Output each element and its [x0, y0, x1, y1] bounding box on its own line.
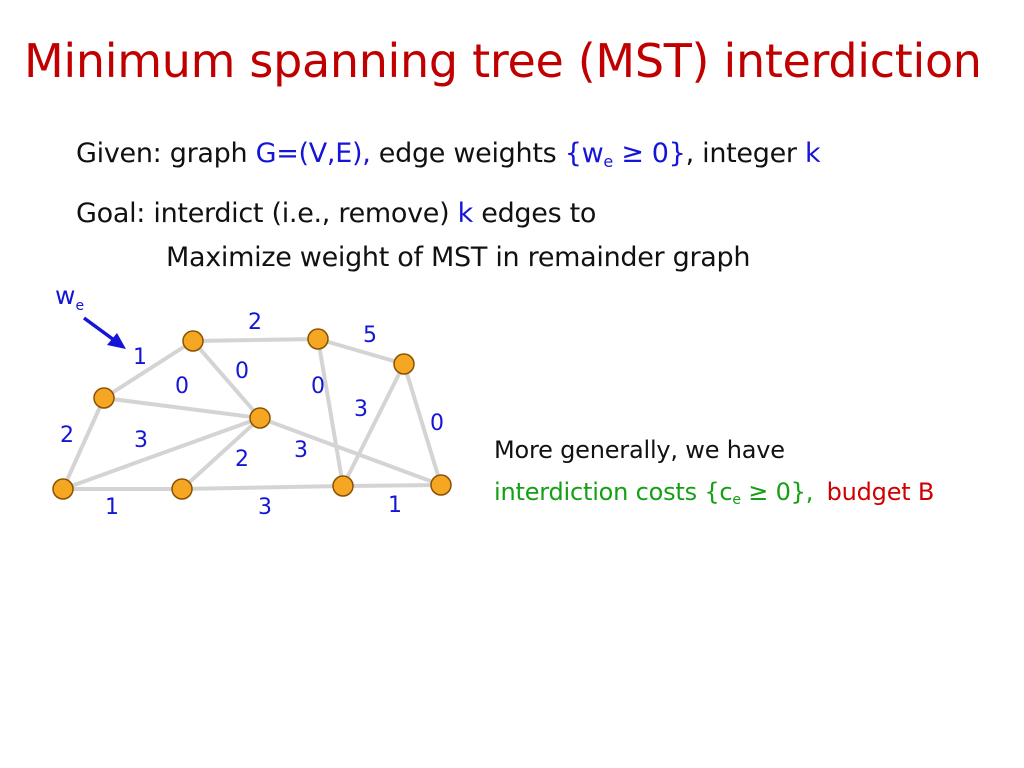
given-graph-notation: G=(V,E), [255, 138, 371, 169]
weight-callout [55, 281, 126, 349]
edge-weight-d-i: 0 [430, 411, 444, 436]
graph-edge-a-e [104, 398, 260, 418]
graph-edge-c-d [318, 339, 404, 364]
edge-weight-c-h: 0 [311, 374, 325, 399]
callout-label: $w_e$ [55, 281, 85, 314]
edge-weight-c-d: 5 [363, 323, 377, 348]
edge-weight-a-e: 0 [175, 374, 189, 399]
costs-close: ≥ 0}, [740, 478, 814, 506]
graph-node-b [183, 331, 203, 351]
graph-node-h [333, 476, 353, 496]
graph-node-e [250, 408, 270, 428]
general-costs-line [494, 478, 934, 508]
graph-node-d [394, 354, 414, 374]
edge-weight-d-h: 3 [354, 397, 368, 422]
given-text-integer: , integer [685, 138, 797, 169]
goal-text-edges: edges to [481, 198, 597, 229]
slide-title: Minimum spanning tree (MST) interdiction [24, 34, 982, 88]
graph-edge-c-h [318, 339, 343, 486]
edge-weight-b-c: 2 [248, 310, 262, 335]
graph-edge-b-c [193, 339, 318, 341]
graph-node-c [308, 329, 328, 349]
edge-weight-f-e: 3 [134, 428, 148, 453]
given-k: k [805, 138, 821, 169]
edge-weight-e-i: 3 [294, 438, 308, 463]
edge-weight-a-f: 2 [60, 423, 74, 448]
weights-open: {w [564, 138, 604, 169]
edge-weight-a-b: 1 [133, 345, 147, 370]
costs-subscript: e [732, 492, 741, 508]
edge-weight-b-e: 0 [235, 359, 249, 384]
general-line: More generally, we have [494, 436, 785, 464]
weights-close: ≥ 0} [612, 138, 686, 169]
given-lead: Given: [76, 138, 162, 169]
edge-weight-g-e: 2 [235, 447, 249, 472]
goal-objective: Maximize weight of MST in remainder graph [166, 242, 751, 273]
weights-subscript: e [603, 152, 613, 171]
costs-open: interdiction costs {c [494, 478, 733, 506]
goal-text-interdict: interdict (i.e., remove) [153, 198, 450, 229]
edge-weight-f-g: 1 [105, 495, 119, 520]
graph-edge-b-e [193, 341, 260, 418]
interdiction-costs [494, 478, 813, 506]
edge-weight-g-h: 3 [258, 495, 272, 520]
given-text-graph: graph [169, 138, 248, 169]
budget-label: budget B [826, 478, 935, 506]
goal-lead: Goal: [76, 198, 146, 229]
graph-edge-g-h [182, 486, 343, 489]
graph-edge-h-i [343, 485, 441, 486]
callout-arrow-line [84, 318, 114, 340]
given-text-edge-weights: edge weights [378, 138, 557, 169]
goal-k: k [457, 198, 473, 229]
graph-nodes [53, 329, 451, 499]
edge-weight-h-i: 1 [388, 493, 402, 518]
graph-node-g [172, 479, 192, 499]
graph-edge-f-e [63, 418, 260, 489]
graph-node-f [53, 479, 73, 499]
graph-node-a [94, 388, 114, 408]
graph-node-i [431, 475, 451, 495]
